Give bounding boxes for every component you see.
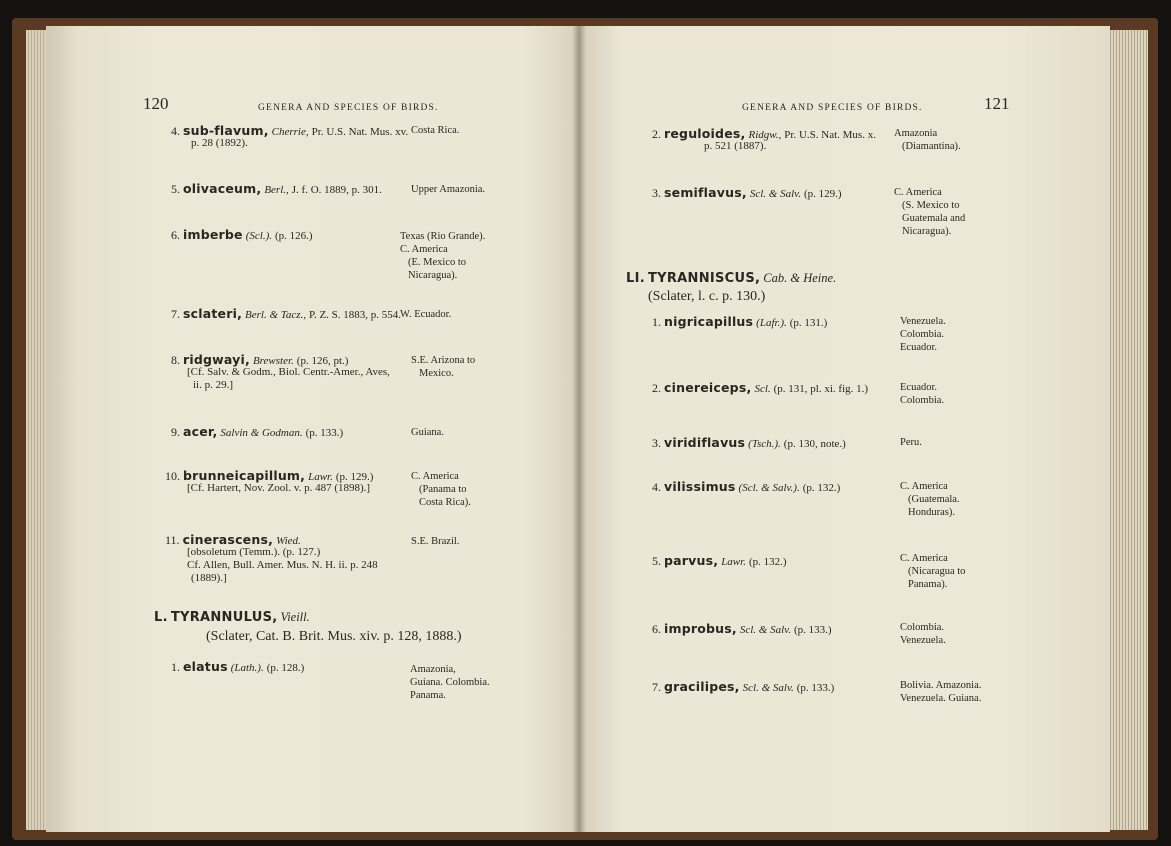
- running-head: GENERA AND SPECIES OF BIRDS.: [742, 103, 923, 113]
- distribution: C. America: [400, 244, 448, 255]
- genus-reference: (Sclater, Cat. B. Brit. Mus. xiv. p. 128, 1888.): [206, 629, 462, 644]
- species-entry: 8. ridgwayi, Brewster. (p. 126, pt.): [171, 352, 349, 367]
- distribution: Guatemala and: [902, 213, 966, 224]
- distribution: Panama).: [908, 579, 948, 590]
- species-ref: p. 521 (1887).: [704, 140, 767, 152]
- species-entry: 1. nigricapillus (Lafr.). (p. 131.): [652, 314, 828, 329]
- species-ref: p. 28 (1892).: [191, 137, 248, 149]
- species-entry: 7. gracilipes, Scl. & Salv. (p. 133.): [652, 679, 835, 694]
- distribution: Ecuador.: [900, 342, 938, 353]
- book-gutter: [572, 26, 586, 832]
- distribution: Colombia.: [900, 329, 945, 340]
- distribution: C. America: [894, 187, 942, 198]
- distribution: Panama.: [410, 690, 446, 701]
- species-ref: [obsoletum (Temm.). (p. 127.): [187, 546, 321, 558]
- distribution: Guiana.: [411, 427, 444, 438]
- species-entry: 2. reguloides, Ridgw., Pr. U.S. Nat. Mus. x.: [652, 126, 876, 141]
- species-entry: 3. semiflavus, Scl. & Salv. (p. 129.): [652, 185, 842, 200]
- distribution: Bolivia. Amazonia.: [900, 680, 982, 691]
- running-head: GENERA AND SPECIES OF BIRDS.: [258, 103, 439, 113]
- species-ref: Cf. Allen, Bull. Amer. Mus. N. H. ii. p. 248: [187, 559, 378, 571]
- distribution: Colombia.: [900, 395, 945, 406]
- page-number: 121: [984, 94, 1010, 113]
- distribution: Costa Rica.: [411, 125, 460, 136]
- distribution: Venezuela. Guiana.: [900, 693, 982, 704]
- distribution: C. America: [411, 471, 459, 482]
- species-entry: 1. elatus (Lath.). (p. 128.): [171, 659, 305, 674]
- distribution: Amazonia: [894, 128, 938, 139]
- distribution: Nicaragua).: [408, 270, 458, 281]
- species-entry: 6. imberbe (Scl.). (p. 126.): [171, 227, 313, 242]
- species-entry: 11. cinerascens, Wied.: [165, 532, 301, 547]
- species-entry: 10. brunneicapillum, Lawr. (p. 129.): [165, 468, 374, 483]
- distribution: (Nicaragua to: [908, 566, 966, 577]
- species-entry: 4. sub-flavum, Cherrie, Pr. U.S. Nat. Mus. xv.: [171, 123, 409, 138]
- species-entry: 9. acer, Salvin & Godman. (p. 133.): [171, 424, 344, 439]
- right-page-edges: [1108, 30, 1148, 830]
- distribution: Nicaragua).: [902, 226, 952, 237]
- genus-heading: L. TYRANNULUS, Vieill.: [154, 610, 310, 625]
- distribution: Mexico.: [419, 368, 454, 379]
- left-page-edges: [26, 30, 48, 830]
- species-entry: 2. cinereiceps, Scl. (p. 131, pl. xi. fig. 1.): [652, 380, 869, 395]
- distribution: S.E. Brazil.: [411, 536, 460, 547]
- species-entry: 5. olivaceum, Berl., J. f. O. 1889, p. 301.: [171, 181, 382, 196]
- distribution: Colombia.: [900, 622, 945, 633]
- species-entry: 6. improbus, Scl. & Salv. (p. 133.): [652, 621, 832, 636]
- distribution: Guiana. Colombia.: [410, 677, 490, 688]
- distribution: W. Ecuador.: [400, 309, 452, 320]
- left-page: [46, 26, 578, 832]
- species-ref: [Cf. Salv. & Godm., Biol. Centr.-Amer., Aves,: [187, 366, 390, 378]
- genus-heading: LI. TYRANNISCUS, Cab. & Heine.: [626, 271, 837, 286]
- distribution: S.E. Arizona to: [411, 355, 476, 366]
- distribution: Honduras).: [908, 507, 955, 518]
- species-entry: 4. vilissimus (Scl. & Salv.). (p. 132.): [652, 479, 841, 494]
- distribution: Costa Rica).: [419, 497, 471, 508]
- distribution: (Panama to: [419, 484, 467, 495]
- distribution: Ecuador.: [900, 382, 938, 393]
- distribution: (E. Mexico to: [408, 257, 467, 268]
- right-page: [578, 26, 1110, 832]
- species-entry: 7. sclateri, Berl. & Tacz., P. Z. S. 1883, p. 554.: [171, 306, 402, 321]
- page-number: 120: [143, 94, 169, 113]
- distribution: Upper Amazonia.: [411, 184, 486, 195]
- species-entry: 3. viridiflavus (Tsch.). (p. 130, note.): [652, 435, 846, 450]
- distribution: (Diamantina).: [902, 141, 961, 152]
- species-ref: (1889).]: [191, 572, 227, 584]
- species-ref: ii. p. 29.]: [193, 379, 234, 391]
- distribution: C. America: [900, 481, 948, 492]
- genus-reference: (Sclater, l. c. p. 130.): [648, 289, 766, 304]
- distribution: Amazonia,: [410, 664, 456, 675]
- distribution: Venezuela.: [900, 316, 946, 327]
- distribution: Peru.: [900, 437, 922, 448]
- distribution: C. America: [900, 553, 948, 564]
- distribution: (S. Mexico to: [902, 200, 960, 211]
- species-entry: 5. parvus, Lawr. (p. 132.): [652, 553, 787, 568]
- species-ref: [Cf. Hartert, Nov. Zool. v. p. 487 (1898).]: [187, 482, 371, 494]
- distribution: Texas (Rio Grande).: [400, 231, 486, 242]
- distribution: (Guatemala.: [908, 494, 960, 505]
- distribution: Venezuela.: [900, 635, 946, 646]
